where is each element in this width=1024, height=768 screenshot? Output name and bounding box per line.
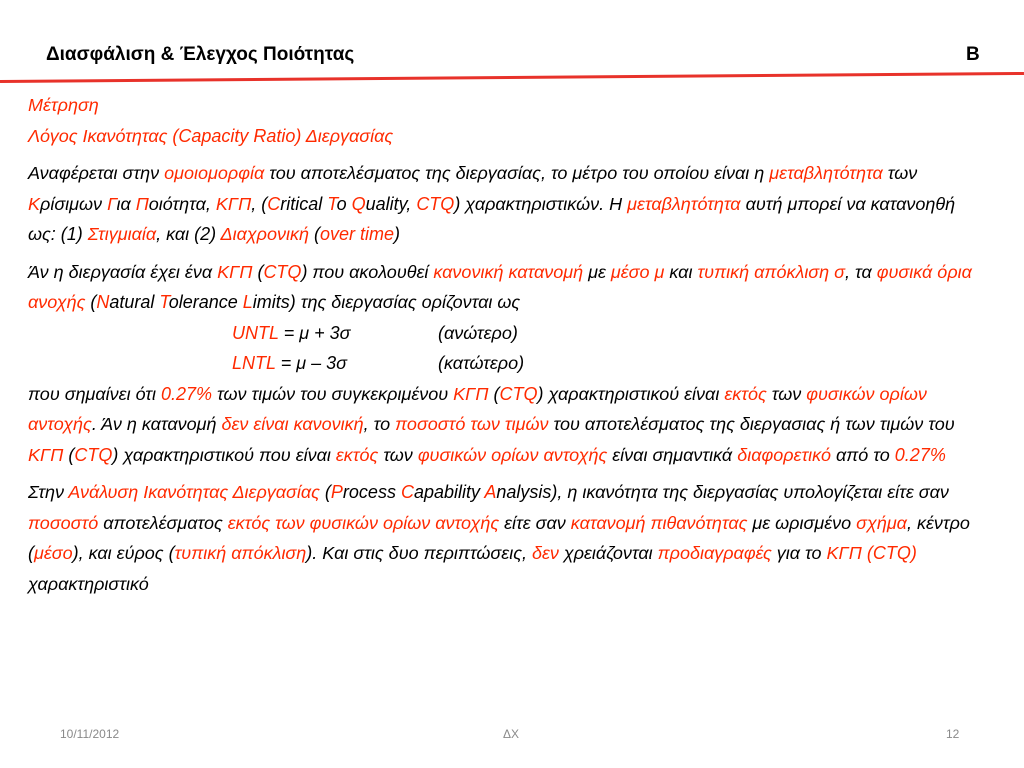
paragraph-process-capability [28, 477, 980, 599]
paragraph-tolerance-meaning [28, 379, 980, 471]
highlight-text: ΚΓΠ [217, 261, 253, 282]
body-text: ρίσιμων [40, 193, 108, 214]
highlight-text: τυπική απόκλιση [174, 543, 307, 563]
body-text: . Άν η κατανομή [91, 414, 222, 434]
header-divider [0, 72, 1024, 83]
highlight-text: Q [351, 193, 366, 214]
highlight-text: CTQ [416, 193, 455, 214]
highlight-text: ποσοστό των τιμών [395, 414, 549, 434]
highlight-text: κατανομή πιθανότητας [570, 512, 748, 533]
paragraph-uniformity [28, 158, 980, 250]
highlight-text: C [267, 193, 281, 214]
section-label: Β [966, 44, 980, 65]
highlight-text: Διαχρονική [220, 224, 309, 244]
formula-untl [28, 318, 980, 349]
highlight-text: N [96, 292, 110, 312]
body-text: και [664, 261, 698, 282]
heading-measurement: Μέτρηση [28, 95, 99, 115]
body-text: χαρακτηριστικό [28, 573, 149, 594]
body-text: ( [252, 261, 264, 282]
body-text: ritical [280, 193, 328, 214]
body-text: ) χαρακτηριστικού που είναι [112, 444, 336, 465]
formula-lntl-name: LNTL [232, 353, 276, 373]
highlight-text: ΚΓΠ [453, 383, 489, 404]
highlight-text: P [330, 482, 343, 502]
highlight-text: T [327, 193, 337, 214]
highlight-text: εκτός των φυσικών ορίων αντοχής [227, 512, 500, 533]
footer-date: 10/11/2012 [60, 727, 120, 741]
highlight-text: διαφορετικό [737, 444, 831, 465]
highlight-text: A [484, 482, 497, 502]
body-text: των τιμών του συγκεκριμένου [212, 383, 454, 404]
body-text: nalysis), η ικανότητα της διεργασίας υπολογίζεται είτε σαν [496, 482, 949, 502]
body-text: uality, [365, 193, 417, 214]
body-text: ( [319, 482, 331, 502]
body-text: είναι σημαντικά [607, 444, 738, 465]
highlight-text: Στιγμιαία [87, 224, 157, 244]
highlight-text: Κ [28, 193, 41, 214]
body-text: , τα [845, 261, 877, 282]
heading-capacity-ratio: Λόγος Ικανότητας (Capacity Ratio) Διεργασίας [28, 125, 394, 146]
body-text: οιότητα, [148, 193, 216, 214]
body-text: ) χαρακτηριστικού είναι [537, 383, 725, 404]
body-text: με [583, 261, 611, 282]
highlight-text: L [242, 292, 253, 312]
formula-untl-expr: = μ + 3σ [278, 322, 351, 343]
highlight-text: CTQ [263, 261, 302, 282]
body-text: ( [488, 383, 500, 404]
highlight-text: Π [135, 193, 149, 214]
body-text: του αποτελέσματος της διεργασιας ή των τιμών του [548, 414, 955, 434]
body-text: ( [85, 292, 97, 312]
highlight-text: Ανάλυση Ικανότητας Διεργασίας [68, 482, 320, 502]
highlight-text: φυσικών ορίων αντοχής [417, 444, 608, 465]
body-text: των [882, 163, 918, 183]
body-text: από το [830, 444, 895, 465]
body-text: atural [109, 292, 160, 312]
body-text: o [336, 193, 352, 214]
formula-lntl-note: (κατώτερο) [438, 353, 525, 373]
highlight-text: 0.27% [160, 383, 212, 404]
formula-lntl [28, 348, 980, 379]
formula-untl-note: (ανώτερο) [438, 322, 518, 343]
highlight-text: 0.27% [894, 444, 946, 465]
body-text: αυτή μπορεί να κατανοηθή ως: (1) [28, 193, 956, 244]
page-number: 12 [946, 727, 960, 741]
body-text: που σημαίνει ότι [28, 383, 161, 404]
body-text: ) που ακολουθεί [301, 261, 434, 282]
body-text: ( [309, 224, 320, 244]
highlight-text: δεν είναι κανονική [221, 414, 364, 434]
highlight-text: ΚΓΠ [826, 543, 862, 563]
body-text: ) [394, 224, 401, 244]
highlight-text: μεταβλητότητα [769, 163, 883, 183]
body-text: ) χαρακτηριστικών. Η [454, 193, 628, 214]
body-text: των [378, 444, 418, 465]
slide-body [28, 90, 980, 599]
highlight-text: εκτός [335, 444, 379, 465]
body-text: με ωρισμένο [747, 512, 857, 533]
highlight-text: μέσο μ [610, 261, 665, 282]
body-text: ). Και στις δυο περιπτώσεις, [306, 543, 532, 563]
highlight-text: δεν [531, 543, 559, 563]
highlight-text: τυπική απόκλιση σ [697, 261, 846, 282]
footer-author: ΔΧ [503, 727, 520, 741]
body-text: imits) της διεργασίας ορίζονται ως [252, 292, 521, 312]
slide-title: Διασφάλιση & Έλεγχος Ποιότητας [46, 44, 355, 65]
highlight-text: ποσοστό [28, 512, 99, 533]
body-text: , το [363, 414, 396, 434]
formula-untl-name: UNTL [232, 322, 279, 343]
body-text: αποτελέσματος [98, 512, 228, 533]
highlight-text: μεταβλητότητα [627, 193, 741, 214]
highlight-text: (CTQ) [866, 543, 917, 563]
body-text: , ( [251, 193, 268, 214]
body-text: , κέντρο ( [28, 512, 970, 563]
highlight-text: ομοιομορφία [164, 163, 265, 183]
body-text: , και (2) [156, 224, 221, 244]
body-text: olerance [168, 292, 243, 312]
body-text: ια [116, 193, 136, 214]
body-text: apability [413, 482, 485, 502]
highlight-text: προδιαγραφές [657, 543, 772, 563]
body-text: του αποτελέσματος της διεργασίας, το μέτρο του οποίου είναι η [264, 163, 770, 183]
highlight-text: ΚΓΠ [215, 193, 252, 214]
highlight-text: φυσικών ορίων αντοχής [28, 383, 927, 434]
highlight-text: T [159, 292, 169, 312]
highlight-text: Γ [107, 193, 117, 214]
body-text: Στην [28, 482, 69, 502]
highlight-text: CTQ [499, 383, 538, 404]
body-text: ( [63, 444, 75, 465]
highlight-text: κανονική κατανομή [433, 261, 584, 282]
highlight-text: εκτός [724, 383, 767, 404]
highlight-text: C [400, 482, 414, 502]
highlight-text: φυσικά όρια ανοχής [28, 261, 972, 312]
body-text: ), και εύρος ( [72, 543, 175, 563]
formula-lntl-expr: = μ – 3σ [275, 353, 347, 373]
highlight-text: ΚΓΠ [28, 444, 64, 465]
body-text: rocess [342, 482, 401, 502]
body-text: Αναφέρεται στην [28, 163, 165, 183]
highlight-text: over time [320, 224, 395, 244]
highlight-text: μέσο [34, 543, 73, 563]
body-text: των [766, 383, 807, 404]
highlight-text: CTQ [74, 444, 113, 465]
body-text: είτε σαν [499, 512, 571, 533]
body-text: Άν η διεργασία έχει ένα [28, 261, 218, 282]
body-text: για το [771, 543, 827, 563]
body-text: χρειάζονται [558, 543, 658, 563]
highlight-text: σχήμα [856, 512, 907, 533]
paragraph-normal-distribution [28, 257, 980, 318]
